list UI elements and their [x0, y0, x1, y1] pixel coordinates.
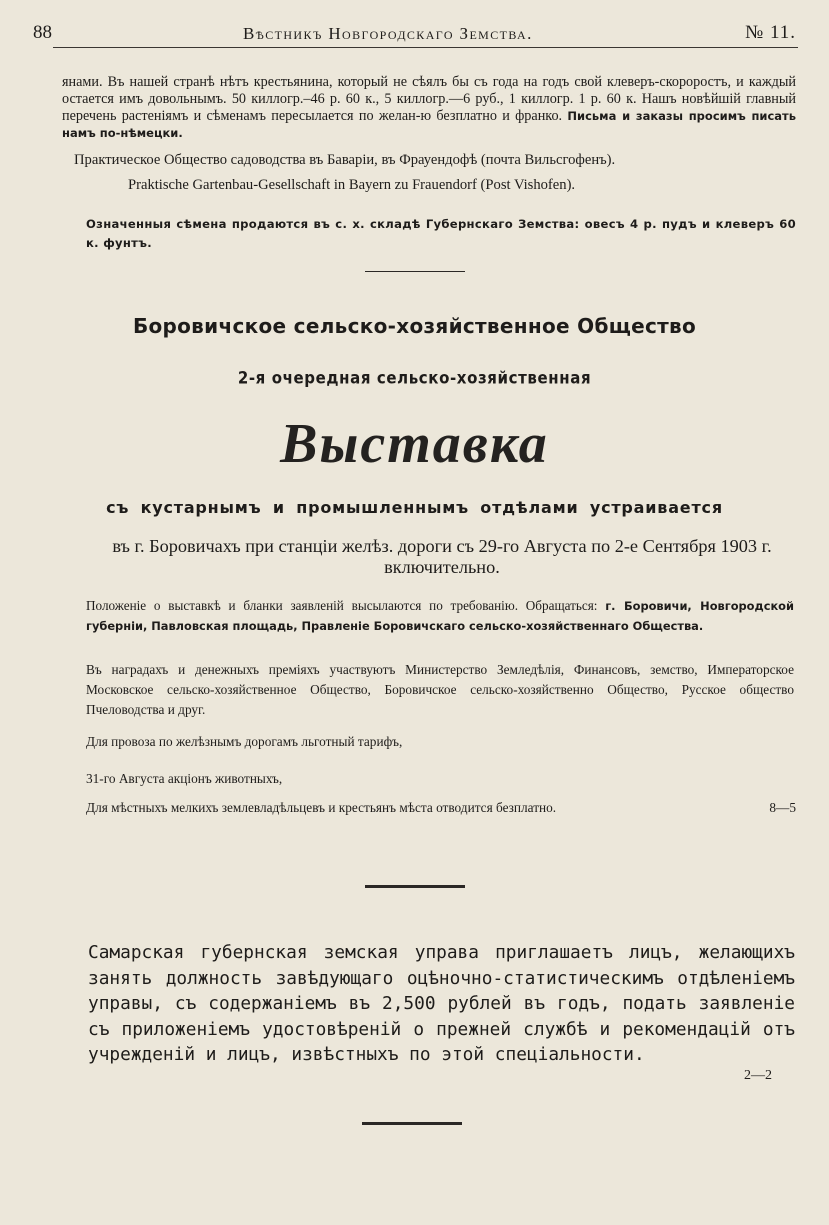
exhibition-places: [86, 800, 796, 816]
header-rule-right: [645, 47, 798, 48]
exhibition-awards: Въ наградахъ и денежныхъ преміяхъ участвуютъ Министерство Земледѣлія, Финансовъ, земство, Императорское Московское сельско-хозяйственное Общество, Боровичское сельско-хозяйственно Общество, Русское общество Пчеловодства и друг.: [86, 662, 794, 717]
bottom-divider: [362, 1122, 462, 1125]
society-name-ru: Практическое Общество садоводства въ Баваріи, въ Фрауендофѣ (почта Вильсгофенъ).: [74, 152, 616, 168]
exhibition-places-text: Для мѣстныхъ мелкихъ землевладѣльцевъ и крестьянъ мѣста отводится безплатно.: [86, 800, 557, 815]
samara-announcement: Самарская губернская земская управа приглашаетъ лицъ, желающихъ занять должность завѣдующаго оцѣночно-статистическимъ отдѣленіемъ управы, съ содержаніемъ въ 2,500 рублей въ годъ, подать заявленіе съ приложеніемъ удостовѣреній о прежней службѣ и рекомендацій отъ учрежденій и лицъ, извѣстныхъ по этой спеціальности.: [88, 942, 795, 1065]
society-name-de: Praktische Gartenbau-Gesellschaft in Bayern zu Frauendorf (Post Vishofen).: [128, 177, 576, 193]
seed-ad-text: [62, 74, 796, 142]
section-divider: [365, 271, 465, 272]
header-rule: [53, 47, 670, 48]
seeds-sale-notice: Означенныя сѣмена продаются въ с. х. складѣ Губернскаго Земства: овесъ 4 р. пудъ и клеверъ 60 к. фунтъ.: [86, 217, 796, 250]
exhibition-info-plain: Положеніе о выставкѣ и бланки заявленій высылаются по требованію. Обращаться:: [86, 598, 598, 613]
issue-number: № 11.: [745, 22, 796, 43]
exhibition-subtitle: 2-я очередная сельско-хозяйственная: [237, 367, 592, 389]
seed-ad-bold-note: Письма и заказы просимъ писать намъ по-нѣмецки.: [62, 109, 796, 140]
exhibition-departments: съ кустарнымъ и промышленнымъ отдѣлами устраивается: [106, 498, 723, 517]
page-number: 88: [33, 22, 52, 43]
exhibition-headline: Выставка: [280, 413, 549, 475]
exhibition-auction: 31-го Августа акціонъ животныхъ,: [86, 771, 283, 786]
section-divider-thick: [365, 885, 465, 888]
page-header: [33, 22, 798, 48]
exhibition-info: [86, 596, 794, 636]
exhibition-address: г. Боровичи, Новгородской губерніи, Павловская площадь, Правленіе Боровичскаго сельско-хозяйственнаго Общества.: [86, 599, 794, 633]
seed-ad-body: янами. Въ нашей странѣ нѣтъ крестьянина, который не сѣялъ бы съ года на годъ свой клеверъ-скороростъ, и каждый остается имъ довольнымъ. 50 киллогр.–46 р. 60 к., 5 киллогр.—6 руб., 1 киллогр. 1 р. 60 к. Нашъ новѣйшій главный перечень растеніямъ и сѣменамъ пересылается по желан-ю безплатно и франко.: [62, 74, 796, 124]
samara-ad-number: 2—2: [744, 1068, 772, 1083]
journal-title: Вѣстникъ Новгородскаго Земства.: [243, 24, 533, 43]
exhibition-ad-number: 8—5: [769, 800, 796, 815]
exhibition-society: Боровичское сельско-хозяйственное Общество: [132, 314, 697, 338]
exhibition-tariff: Для провоза по желѣзнымъ дорогамъ льготный тарифъ,: [86, 734, 403, 749]
exhibition-place-dates: въ г. Боровичахъ при станціи желѣз. дороги съ 29-го Августа по 2-е Сентября 1903 г. включительно.: [112, 536, 772, 577]
